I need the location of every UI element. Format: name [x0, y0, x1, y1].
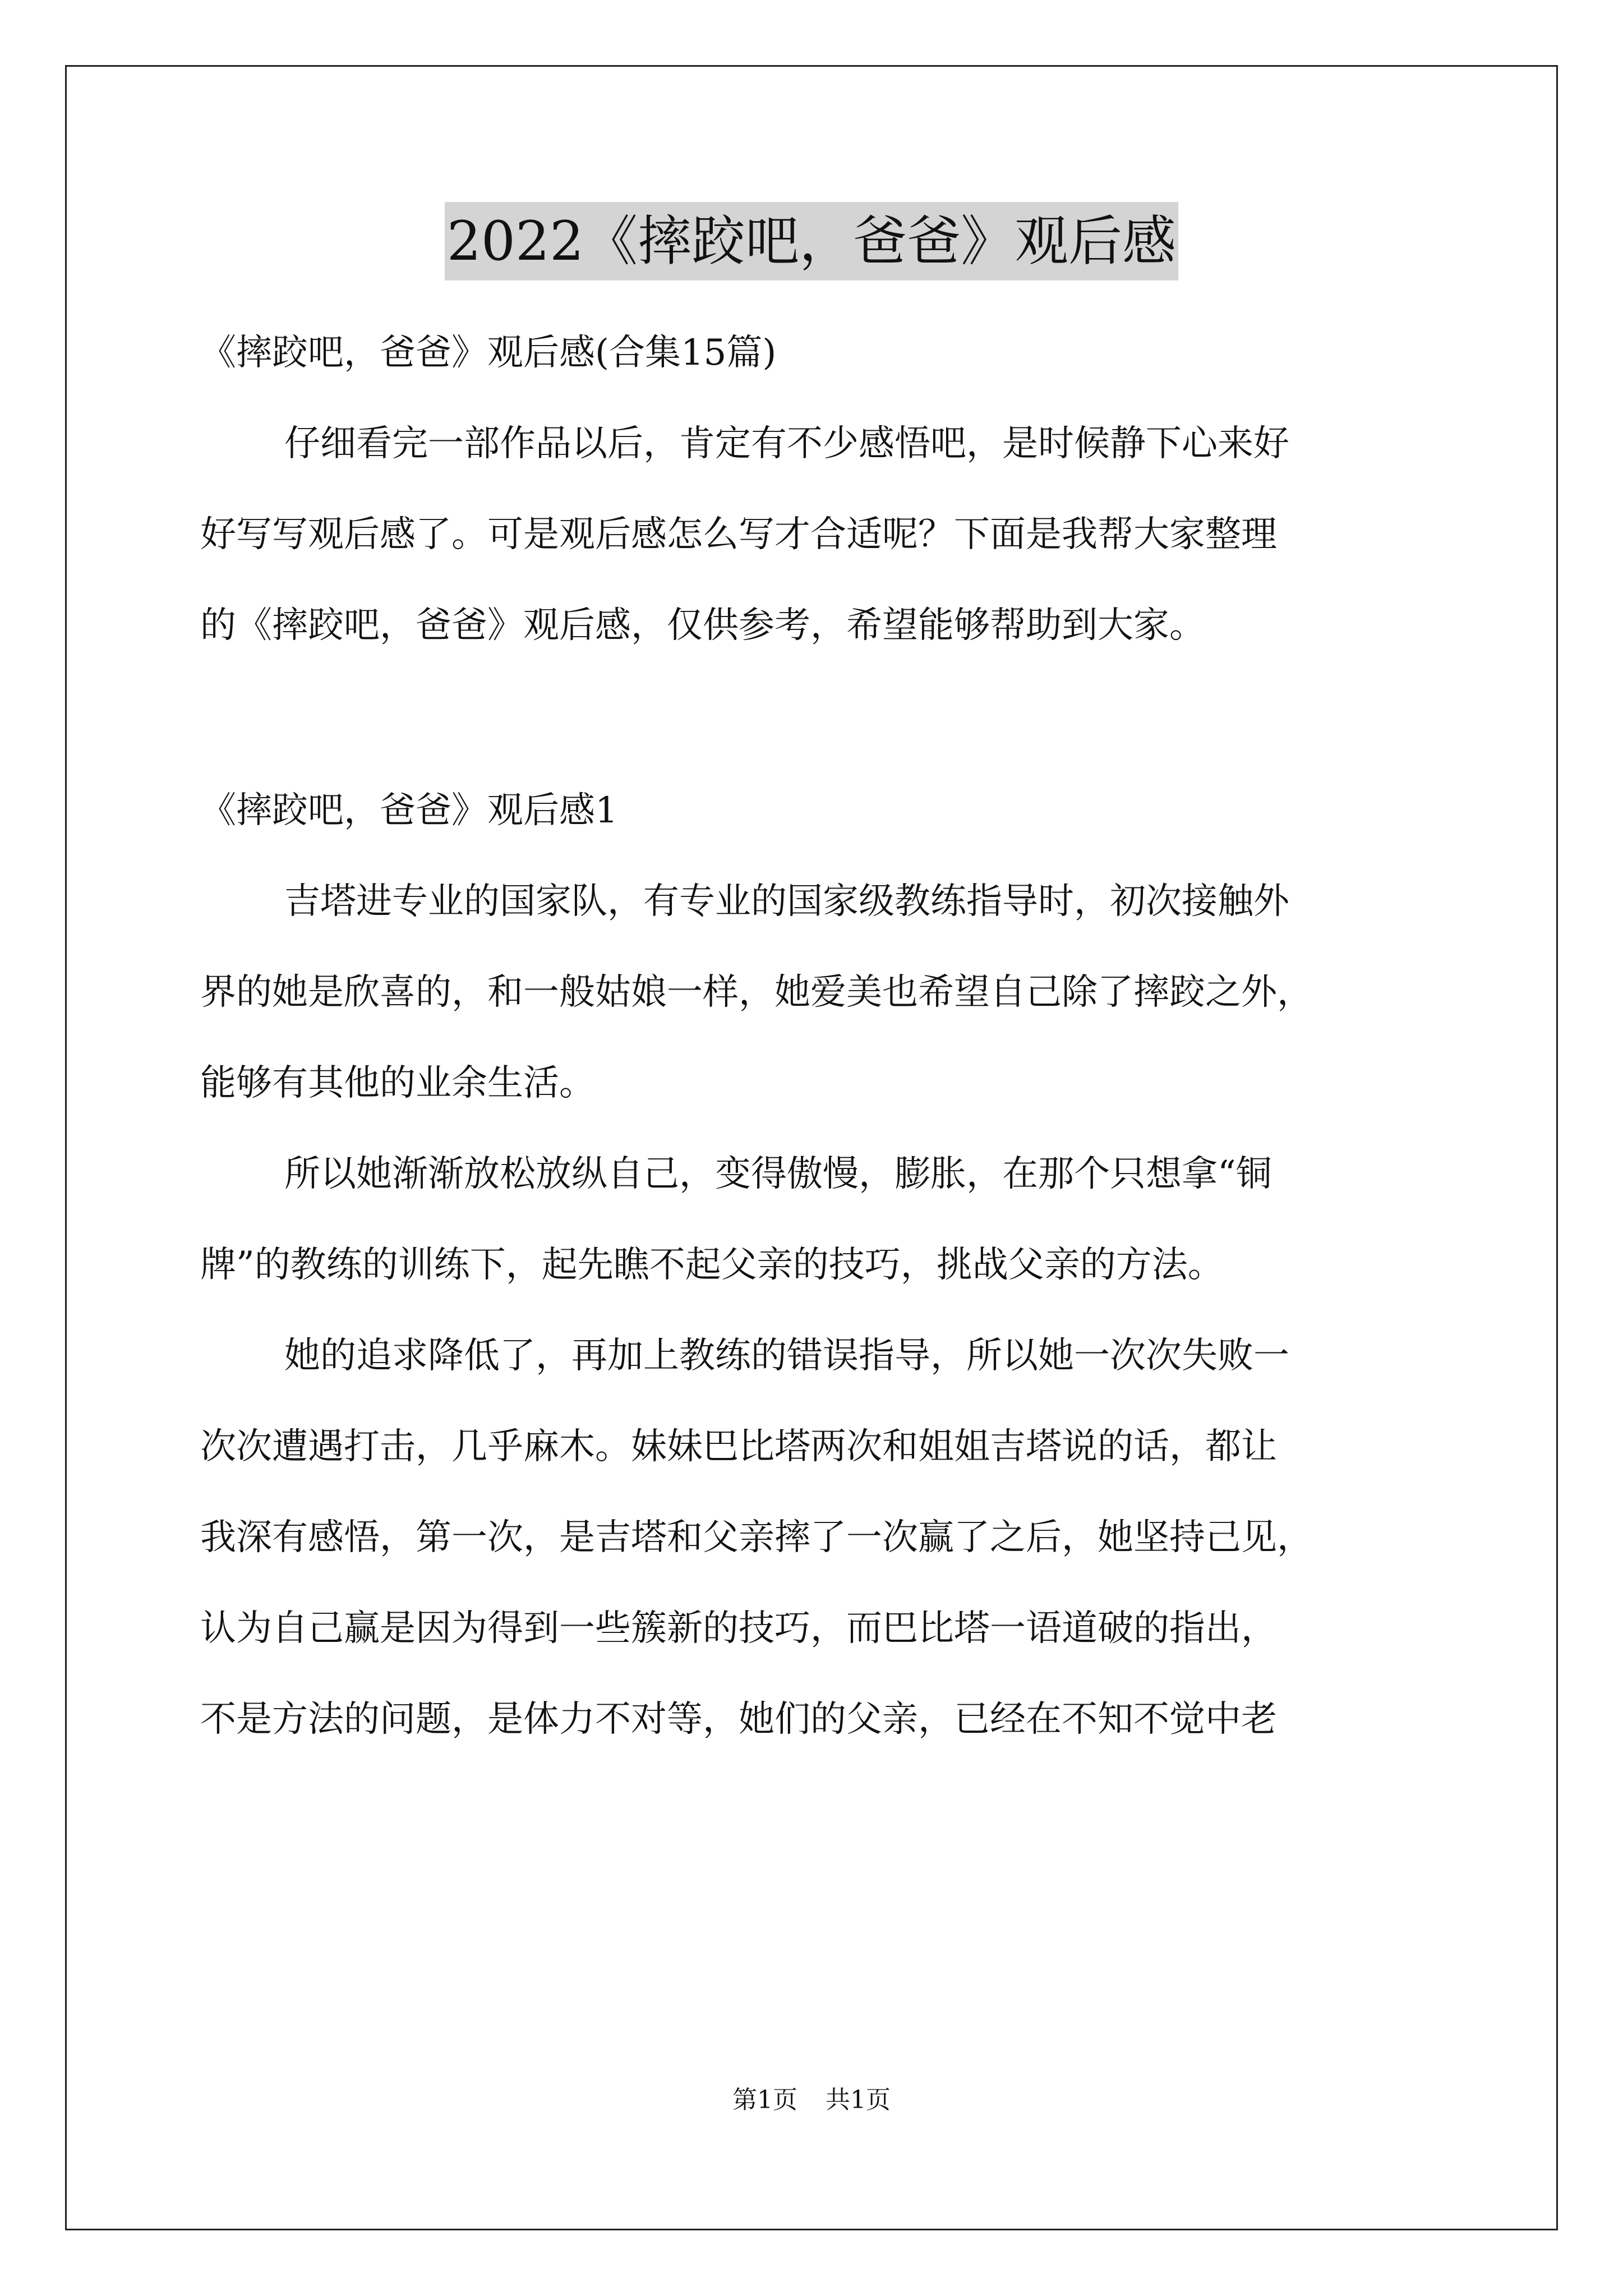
paragraph-line: 界的她是欣喜的，和一般姑娘一样，她爱美也希望自己除了摔跤之外， [200, 972, 1313, 1013]
intro-line: 好写写观后感了。可是观后感怎么写才合适呢？下面是我帮大家整理 [200, 514, 1277, 555]
section-heading: 《摔跤吧，爸爸》观后感1 [200, 790, 618, 831]
title-container [0, 202, 1623, 280]
paragraph-line: 她的追求降低了，再加上教练的错误指导，所以她一次次失败一 [284, 1335, 1289, 1377]
paragraph-line: 吉塔进专业的国家队，有专业的国家级教练指导时，初次接触外 [284, 881, 1289, 922]
paragraph-line: 认为自己赢是因为得到一些簇新的技巧，而巴比塔一语道破的指出， [200, 1608, 1277, 1649]
spacer [200, 671, 1434, 765]
paragraph-line: 能够有其他的业余生活。 [200, 1062, 595, 1104]
page-footer [0, 2083, 1623, 2117]
intro-line: 仔细看完一部作品以后，肯定有不少感悟吧，是时候静下心来好 [284, 423, 1289, 464]
document-title: 2022《摔跤吧，爸爸》观后感 [445, 202, 1178, 280]
page-number-total: 共1页 [826, 2086, 891, 2114]
paragraph-line: 不是方法的问题，是体力不对等，她们的父亲，已经在不知不觉中老 [200, 1699, 1277, 1740]
paragraph-line: 次次遭遇打击，几乎麻木。妹妹巴比塔两次和姐姐吉塔说的话，都让 [200, 1426, 1277, 1467]
paragraph-line: 牌”的教练的训练下，起先瞧不起父亲的技巧，挑战父亲的方法。 [200, 1244, 1224, 1286]
subtitle: 《摔跤吧，爸爸》观后感(合集15篇) [200, 332, 777, 374]
paragraph-line: 所以她渐渐放松放纵自己，变得傲慢，膨胀，在那个只想拿“铜 [284, 1153, 1272, 1195]
paragraph-line: 我深有感悟，第一次，是吉塔和父亲摔了一次赢了之后，她坚持己见， [200, 1517, 1313, 1558]
page-number-current: 第1页 [732, 2086, 797, 2114]
intro-line: 的《摔跤吧，爸爸》观后感，仅供参考，希望能够帮助到大家。 [200, 605, 1205, 646]
document-body [200, 307, 1434, 1765]
